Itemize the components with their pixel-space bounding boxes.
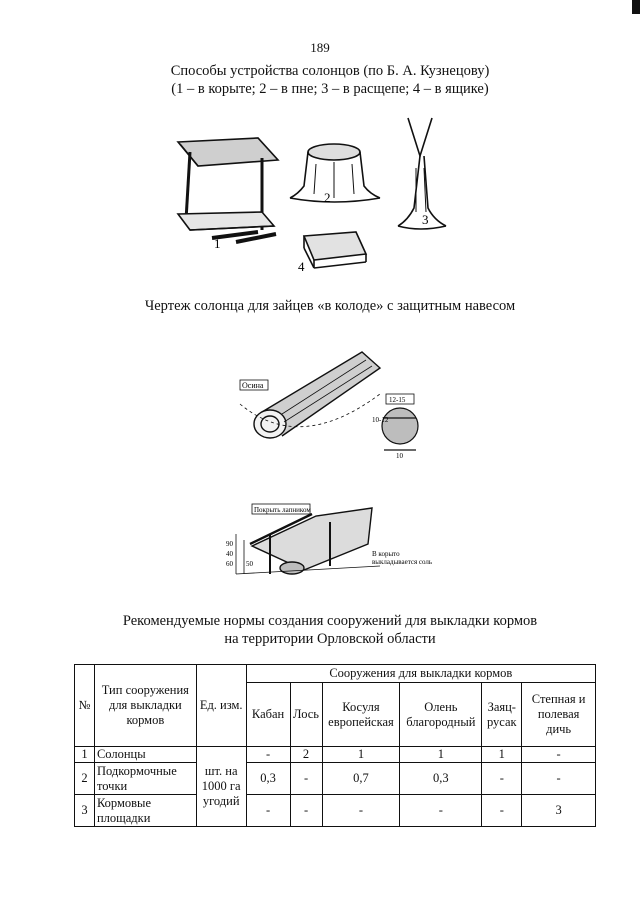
header-number: №	[75, 665, 95, 747]
cell-value: -	[400, 795, 482, 827]
cell-value: 2	[290, 747, 322, 763]
title-line-2: (1 – в корыте; 2 – в пне; 3 – в расщепе; 4 – в ящике)	[171, 81, 489, 97]
figure1-label-4: 4	[298, 259, 305, 274]
header-species-game-birds: Степная и полевая дичь	[522, 683, 596, 747]
salt-note-line-1: В корыто	[372, 550, 400, 558]
cell-value: -	[290, 795, 322, 827]
cell-value: -	[246, 747, 290, 763]
cell-value: 1	[482, 747, 522, 763]
row-number: 1	[75, 747, 95, 763]
cell-value: -	[246, 795, 290, 827]
scan-artifact	[632, 0, 640, 14]
salt-note-line-2: выкладывается соль	[372, 558, 433, 566]
cell-value: 0,3	[246, 763, 290, 795]
section-title-norms	[80, 612, 580, 648]
box-salt-lick-drawing	[304, 232, 366, 268]
table-row	[75, 795, 596, 827]
page-number: 189	[310, 40, 330, 55]
section-title-hare-log: Чертеж солонца для зайцев «в колоде» с защитным навесом	[144, 298, 516, 314]
header-group-structures: Сооружения для выкладки кормов	[246, 665, 595, 683]
row-structure-type: Солонцы	[94, 747, 196, 763]
cell-value: -	[482, 795, 522, 827]
cell-value: 1	[400, 747, 482, 763]
dimension-10-12: 10-12	[372, 416, 389, 424]
cell-value: -	[522, 747, 596, 763]
cell-value: 1	[322, 747, 400, 763]
side-dim-60: 60	[226, 560, 233, 568]
title-line-1: Способы устройства солонцов (по Б. А. Кузнецову)	[170, 63, 490, 79]
header-species-boar: Кабан	[246, 683, 290, 747]
cell-value: -	[482, 763, 522, 795]
header-unit: Ед. изм.	[196, 665, 246, 747]
dimension-12-15: 12-15	[389, 396, 406, 404]
osina-label: Осина	[242, 381, 264, 390]
side-dim-40: 40	[226, 550, 233, 558]
unit-cell: шт. на 1000 га угодий	[196, 747, 246, 827]
table-row	[75, 763, 596, 795]
side-dim-90: 90	[226, 540, 233, 548]
hare-log-salt-lick-drawing	[0, 334, 640, 584]
side-dim-50: 50	[246, 560, 253, 568]
cell-value: 0,7	[322, 763, 400, 795]
cell-value: 0,3	[400, 763, 482, 795]
cell-value: -	[322, 795, 400, 827]
figure1-label-1: 1	[214, 236, 221, 251]
row-number: 3	[75, 795, 95, 827]
header-species-roe-deer: Косуля европейская	[322, 683, 400, 747]
norms-title-line-1: Рекомендуемые нормы создания сооружений для выкладки кормов	[122, 613, 538, 629]
figure1-label-2: 2	[324, 190, 331, 205]
shelter-side-view-drawing	[236, 508, 380, 574]
figure1-label-3: 3	[422, 212, 429, 227]
cell-value: -	[522, 763, 596, 795]
header-species-hare: Заяц-русак	[482, 683, 522, 747]
norms-title-line-2: на территории Орловской области	[224, 631, 436, 647]
row-number: 2	[75, 763, 95, 795]
trough-salt-lick-drawing	[178, 138, 278, 242]
header-structure-type: Тип сооружения для выкладки кормов	[94, 665, 196, 747]
row-structure-type: Кормовые площадки	[94, 795, 196, 827]
row-structure-type: Подкормочные точки	[94, 763, 196, 795]
table-row	[75, 747, 596, 763]
roof-note: Покрыть лапником	[254, 506, 311, 514]
log-drawing	[240, 352, 380, 438]
stump-salt-lick-drawing	[290, 144, 380, 202]
feeding-structures-norms-table	[74, 664, 596, 827]
cell-value: 3	[522, 795, 596, 827]
dimension-10: 10	[396, 452, 403, 460]
cell-value: -	[290, 763, 322, 795]
salt-lick-types-illustration	[0, 108, 640, 288]
header-species-elk: Лось	[290, 683, 322, 747]
header-species-red-deer: Олень благородный	[400, 683, 482, 747]
section-title-salt-licks	[80, 62, 580, 98]
